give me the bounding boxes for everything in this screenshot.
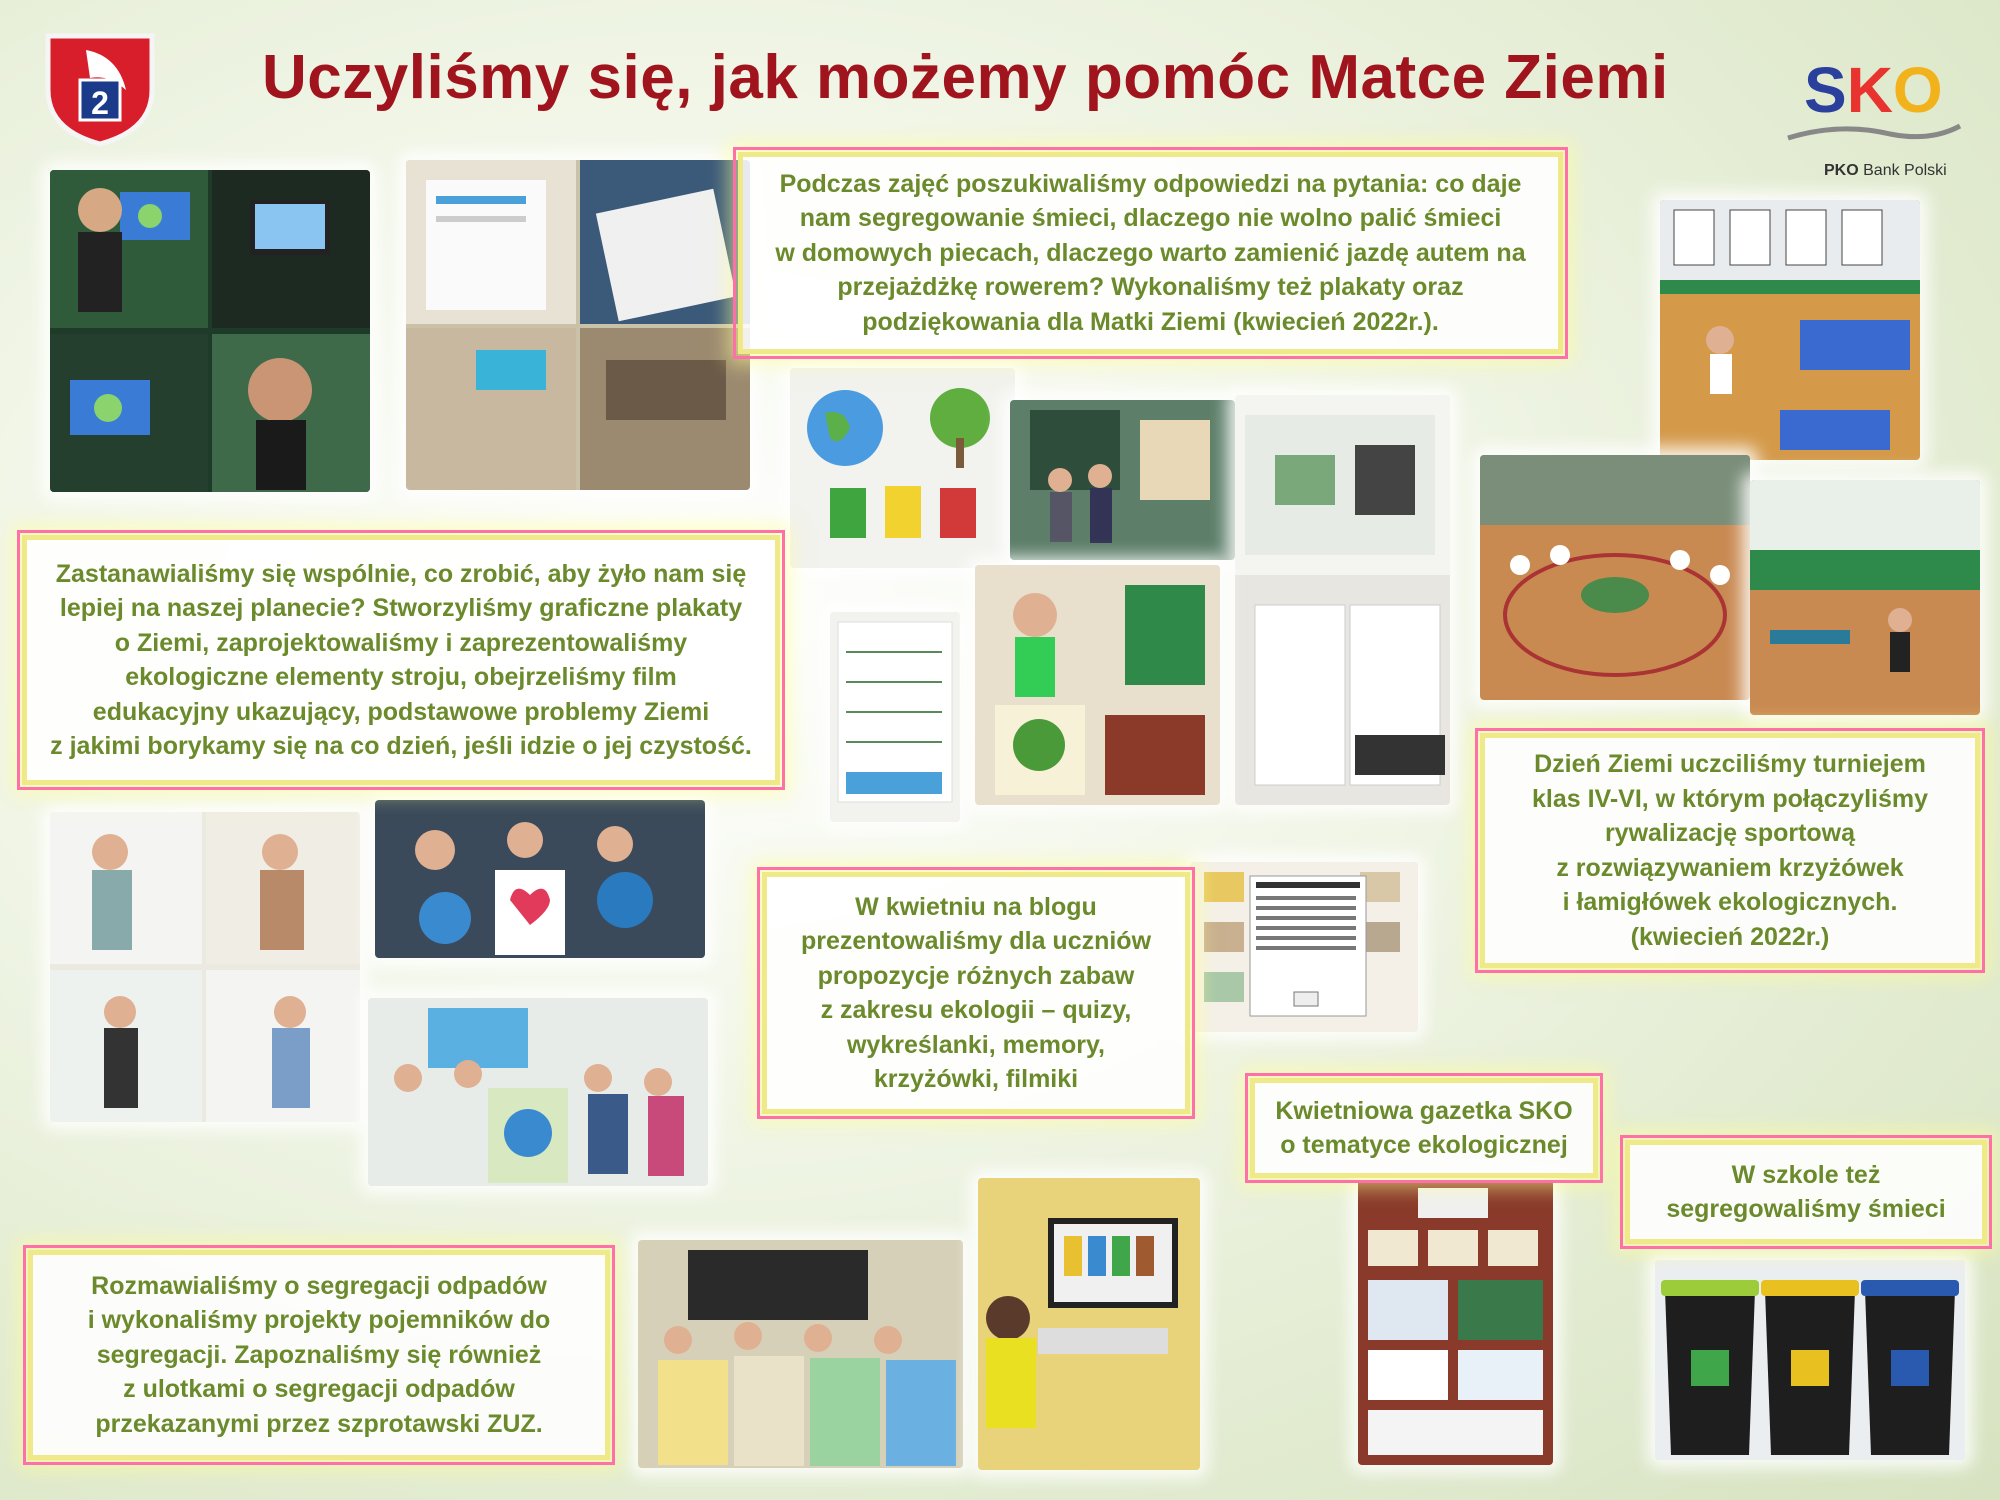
- kids-at-board-photo: [1010, 400, 1235, 560]
- gym-sport-photo: [1660, 200, 1920, 460]
- thank-you-letter-photo: [830, 612, 960, 822]
- crest-number: 2: [91, 85, 109, 121]
- gym-circle-photo: [1480, 455, 1750, 700]
- caption-left: Zastanawialiśmy się wspólnie, co zrobić, aby żyło nam się lepiej na naszej planecie? Stworzyliśmy graficzne plakaty o Ziemi, zaprojektowaliśmy i zaprezentowaliśmy ekologiczne elementy stroju, obejrzeliśmy film edukacyjny ukazujący, podstawowe problemy Ziemi z jakimi borykamy się na co dzień, jeśli idzie o jej czystość.: [22, 535, 780, 785]
- workbook-photo: [1235, 395, 1450, 805]
- computer-lab-photo-collage: [50, 170, 370, 492]
- classroom-worksheet-collage: [406, 160, 750, 490]
- caption-gazetka: Kwietniowa gazetka SKO o tematyce ekologicznej: [1250, 1078, 1598, 1178]
- caption-top: Podczas zajęć poszukiwaliśmy odpowiedzi na pytania: co daje nam segregowanie śmieci, dlaczego nie wolno palić śmieci w domowych piecach, dlaczego warto zamienić jazdę autem na przejażdżkę rowerem? Wykonaliśmy też plakaty oraz podziękowania dla Matki Ziemi (kwiecień 2022r.).: [738, 152, 1563, 354]
- sko-pko-logo: [1780, 50, 1970, 190]
- segregation-bags-photo: [638, 1240, 963, 1468]
- caption-blog: W kwietniu na blogu prezentowaliśmy dla uczniów propozycje różnych zabaw z zakresu ekologii – quizy, wykreślanki, memory, krzyżówki, filmiki: [762, 872, 1190, 1114]
- caption-earth-day: Dzień Ziemi uczciliśmy turniejem klas IV-VI, w którym połączyliśmy rywalizację sportową z rozwiązywaniem krzyżówek i łamigłówek ekologicznych. (kwiecień 2022r.): [1480, 733, 1980, 968]
- eco-costume-photos: [50, 812, 360, 1122]
- gym-games-photo: [1750, 480, 1980, 715]
- school-bins-photo: [1655, 1260, 1965, 1460]
- computer-quiz-photo: [978, 1178, 1200, 1470]
- sko-board-photo: [1358, 1180, 1553, 1465]
- caption-school-segregation: W szkole też segregowaliśmy śmieci: [1625, 1140, 1987, 1244]
- school-crest-logo: [38, 30, 162, 148]
- kids-with-bin-photo: [368, 998, 708, 1186]
- caption-bottom-left: Rozmawialiśmy o segregacji odpadów i wykonaliśmy projekty pojemników do segregacji. Zapoznaliśmy się również z ulotkami o segregacji odpadów przekazanymi przez szprotawski ZUZ.: [28, 1250, 610, 1460]
- page-title: Uczyliśmy się, jak możemy pomóc Matce Ziemi: [262, 43, 1669, 112]
- sko-logo-text: SKO: [1804, 54, 1943, 126]
- kids-poster-photo: [975, 565, 1220, 805]
- pko-bank-label: PKO Bank Polski: [1824, 162, 1947, 179]
- blog-quiz-screenshot: [1190, 862, 1418, 1032]
- kids-with-globe-photo: [375, 800, 705, 958]
- earth-poster-photo: [790, 368, 1015, 568]
